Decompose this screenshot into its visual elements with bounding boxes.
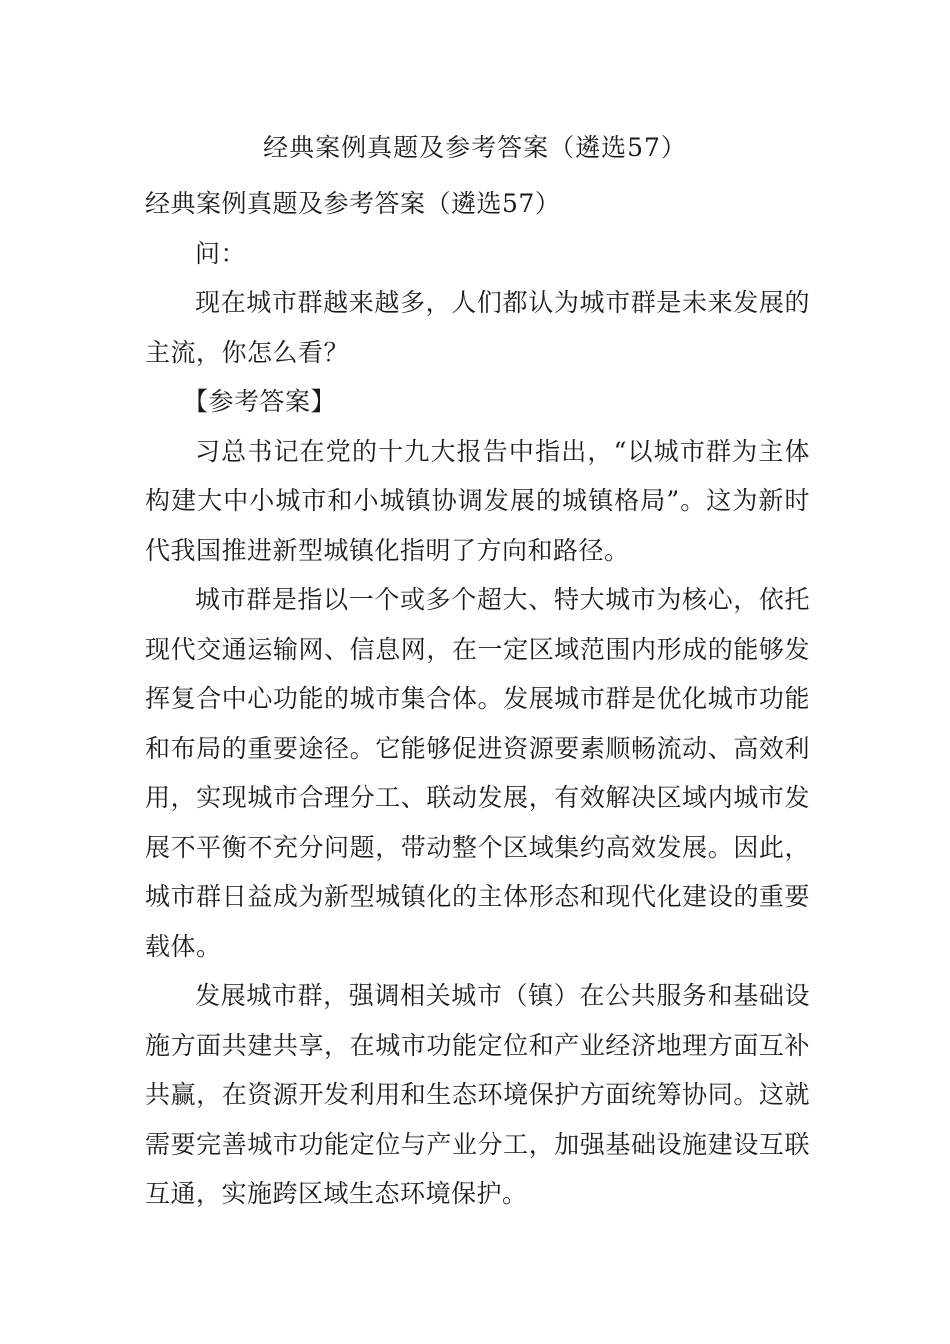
question-label: 问： xyxy=(195,238,247,268)
answer-paragraph-3: 发展城市群，强调相关城市（镇）在公共服务和基础设施方面共建共享，在城市功能定位和产业经济地理方面互补共赢，在资源开发利用和生态环境保护方面统筹协同。这就需要完善城市功能定位与产业分工，加强基础设施建设互联互通，实施跨区域生态环境保护。 xyxy=(145,981,810,1208)
question-text: 现在城市群越来越多，人们都认为城市群是未来发展的主流，你怎么看？ xyxy=(145,288,810,367)
answer-label: 【参考答案】 xyxy=(183,387,337,416)
document-body xyxy=(145,179,810,1219)
answer-paragraph-1: 习总书记在党的十九大报告中指出，“以城市群为主体构建大中小城市和小城镇协调发展的城镇格局”。这为新时代我国推进新型城镇化指明了方向和路径。 xyxy=(145,436,810,565)
answer-paragraph-2: 城市群是指以一个或多个超大、特大城市为核心，依托现代交通运输网、信息网，在一定区域范围内形成的能够发挥复合中心功能的城市集合体。发展城市群是优化城市功能和布局的重要途径。它能够促进资源要素顺畅流动、高效利用，实现城市合理分工、联动发展，有效解决区域内城市发展不平衡不充分问题，带动整个区域集约高效发展。因此，城市群日益成为新型城镇化的主体形态和现代化建设的重要载体。 xyxy=(145,585,810,961)
document-subtitle: 经典案例真题及参考答案（遴选57） xyxy=(145,189,561,218)
page-title: 经典案例真题及参考答案（遴选57） xyxy=(263,133,687,162)
